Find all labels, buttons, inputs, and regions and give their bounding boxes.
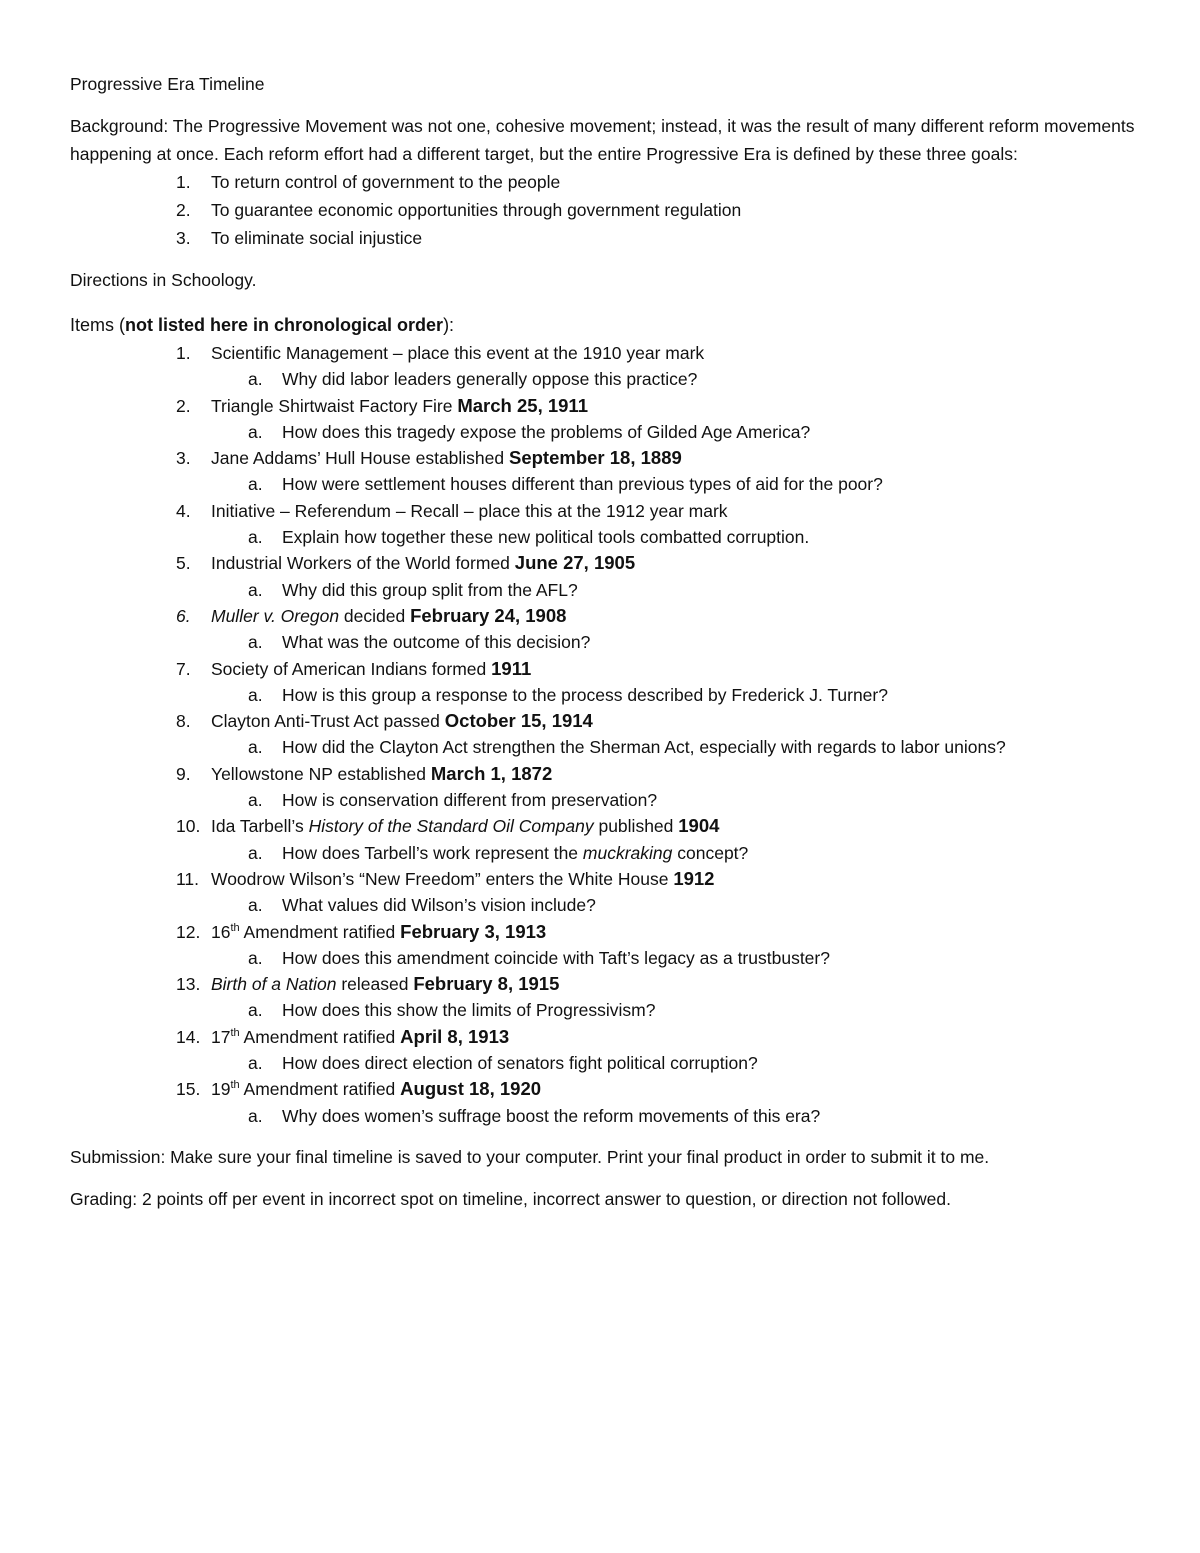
- question-letter: a.: [248, 527, 263, 548]
- item-text: decided: [339, 605, 411, 626]
- ordinal-suffix: th: [230, 1079, 240, 1092]
- item-date: 1912: [673, 867, 715, 889]
- item-question: [70, 1103, 1140, 1129]
- item-question: [70, 787, 1140, 813]
- question-letter: a.: [248, 1053, 263, 1074]
- question-text: What values did Wilson’s vision include?: [282, 895, 596, 916]
- item-number: 9.: [176, 763, 191, 784]
- goal-text: To return control of government to the people: [211, 172, 561, 192]
- question-text: How does this show the limits of Progressivism?: [282, 1000, 656, 1021]
- item-date: February 24, 1908: [410, 604, 567, 626]
- item-number: 11.: [176, 868, 200, 889]
- item-date: April 8, 1913: [400, 1025, 510, 1047]
- question-letter: a.: [248, 369, 263, 390]
- goal-number: 3.: [176, 228, 191, 248]
- item-question: [70, 366, 1140, 392]
- item-number: 7.: [176, 658, 191, 679]
- item-question: [70, 945, 1140, 971]
- items-heading-suffix: ):: [443, 315, 455, 335]
- list-item: [70, 393, 1140, 419]
- item-number: 14.: [176, 1026, 201, 1047]
- item-text: 17: [211, 1026, 231, 1047]
- items-heading-prefix: Items (: [70, 315, 126, 335]
- item-date: 1911: [491, 657, 532, 679]
- item-text: released: [336, 974, 414, 995]
- item-question: [70, 997, 1140, 1023]
- list-item: [70, 813, 1140, 839]
- question-text: How does this tragedy expose the problems of Gilded Age America?: [282, 421, 811, 442]
- directions-text: Directions in Schoology.: [70, 270, 257, 290]
- goal-number: 2.: [176, 200, 191, 220]
- question-letter: a.: [248, 1105, 263, 1126]
- question-letter: a.: [248, 737, 263, 758]
- item-text: Society of American Indians formed: [211, 658, 492, 679]
- goal-item: [70, 196, 1140, 224]
- item-date: September 18, 1889: [509, 447, 682, 469]
- ordinal-suffix: th: [230, 1026, 240, 1039]
- item-date: June 27, 1905: [514, 552, 636, 574]
- item-text: Scientific Management – place this event at the 1910 year mark: [211, 343, 705, 363]
- item-title-italic: Birth of a Nation: [211, 974, 337, 995]
- item-number: 3.: [176, 448, 191, 469]
- question-letter: a.: [248, 421, 263, 442]
- list-item: [70, 708, 1140, 734]
- item-number: 1.: [176, 343, 191, 363]
- grading-text: Grading: 2 points off per event in incorrect spot on timeline, incorrect answer to question, or direction not followed.: [70, 1188, 951, 1209]
- question-text: Why did labor leaders generally oppose this practice?: [282, 369, 698, 390]
- list-item: [70, 866, 1140, 892]
- item-question: [70, 734, 1140, 760]
- list-item: [70, 1024, 1140, 1050]
- question-text: How is conservation different from preservation?: [282, 790, 658, 811]
- item-text: Amendment ratified: [239, 1026, 401, 1047]
- question-letter: a.: [248, 579, 263, 600]
- list-item: [70, 340, 1140, 366]
- question-text: How were settlement houses different than previous types of aid for the poor?: [282, 474, 883, 495]
- question-text: Explain how together these new political tools combatted corruption.: [282, 527, 810, 548]
- question-letter: a.: [248, 684, 263, 705]
- background-paragraph: Background: The Progressive Movement was not one, cohesive movement; instead, it was the result of many different reform movements happening at once. Each reform effort had a different target, but the entire Progressive Era is defined by these three goals:: [70, 116, 1135, 164]
- item-number: 5.: [176, 553, 191, 574]
- goal-item: [70, 224, 1140, 252]
- item-number: 6.: [176, 605, 191, 626]
- item-question: [70, 682, 1140, 708]
- item-date: March 25, 1911: [457, 394, 588, 416]
- question-italic: muckraking: [582, 842, 673, 863]
- item-question: [70, 471, 1140, 497]
- list-item: [70, 1076, 1140, 1102]
- list-item: [70, 550, 1140, 576]
- items-heading-bold: not listed here in chronological order: [125, 315, 444, 335]
- question-letter: a.: [248, 947, 263, 968]
- item-question: [70, 524, 1140, 550]
- item-text: Clayton Anti-Trust Act passed: [211, 711, 445, 732]
- list-item: [70, 603, 1140, 629]
- item-text: Triangle Shirtwaist Factory Fire: [211, 395, 458, 416]
- list-item: [70, 919, 1140, 945]
- item-number: 15.: [176, 1079, 201, 1100]
- question-letter: a.: [248, 1000, 263, 1021]
- list-item: [70, 971, 1140, 997]
- item-question: [70, 629, 1140, 655]
- item-text: Woodrow Wilson’s “New Freedom” enters the White House: [211, 868, 674, 889]
- item-number: 8.: [176, 711, 191, 732]
- item-number: 13.: [176, 974, 201, 995]
- question-text: How does this amendment coincide with Taft’s legacy as a trustbuster?: [282, 947, 830, 968]
- item-question: [70, 840, 1140, 866]
- item-number: 10.: [176, 816, 201, 837]
- question-text: What was the outcome of this decision?: [282, 632, 591, 653]
- item-date: February 3, 1913: [400, 920, 547, 942]
- question-text: concept?: [672, 842, 749, 863]
- submission-text: Submission: Make sure your final timeline is saved to your computer. Print your final product in order to submit it to me.: [70, 1146, 990, 1167]
- goal-text: To eliminate social injustice: [211, 228, 423, 248]
- item-number: 12.: [176, 921, 201, 942]
- item-title-italic: Muller v. Oregon: [211, 605, 340, 626]
- item-question: [70, 1050, 1140, 1076]
- goal-number: 1.: [176, 172, 191, 192]
- ordinal-suffix: th: [230, 921, 240, 934]
- item-date: 1904: [678, 815, 720, 837]
- question-text: How is this group a response to the process described by Frederick J. Turner?: [282, 684, 888, 705]
- goal-text: To guarantee economic opportunities through government regulation: [211, 200, 742, 220]
- item-question: [70, 892, 1140, 918]
- items-list: [70, 340, 1140, 1129]
- item-text: Initiative – Referendum – Recall – place this at the 1912 year mark: [211, 500, 728, 521]
- item-question: [70, 419, 1140, 445]
- item-number: 2.: [176, 395, 191, 416]
- question-letter: a.: [248, 632, 263, 653]
- item-text: Amendment ratified: [239, 921, 401, 942]
- list-item: [70, 656, 1140, 682]
- item-date: March 1, 1872: [430, 762, 553, 784]
- question-letter: a.: [248, 842, 263, 863]
- item-text: Jane Addams’ Hull House established: [211, 448, 509, 469]
- goal-item: [70, 168, 1140, 196]
- question-text: How does Tarbell’s work represent the: [282, 842, 583, 863]
- item-date: October 15, 1914: [444, 710, 593, 732]
- question-letter: a.: [248, 790, 263, 811]
- page-title: Progressive Era Timeline: [70, 74, 265, 94]
- item-text: Yellowstone NP established: [211, 763, 431, 784]
- document-page: [70, 70, 1140, 1213]
- item-text: Ida Tarbell’s: [211, 816, 309, 837]
- item-text: 16: [211, 921, 231, 942]
- question-text: How did the Clayton Act strengthen the Sherman Act, especially with regards to labor unions?: [282, 737, 1006, 758]
- list-item: [70, 761, 1140, 787]
- question-text: Why does women’s suffrage boost the reform movements of this era?: [282, 1105, 821, 1126]
- question-letter: a.: [248, 474, 263, 495]
- list-item: [70, 445, 1140, 471]
- item-date: August 18, 1920: [400, 1078, 542, 1100]
- items-heading: [70, 310, 1140, 340]
- item-text: published: [593, 816, 679, 837]
- item-number: 4.: [176, 500, 191, 521]
- question-text: How does direct election of senators fight political corruption?: [282, 1053, 758, 1074]
- item-date: February 8, 1915: [413, 973, 560, 995]
- item-text: Amendment ratified: [239, 1079, 401, 1100]
- item-question: [70, 577, 1140, 603]
- question-letter: a.: [248, 895, 263, 916]
- question-text: Why did this group split from the AFL?: [282, 579, 578, 600]
- item-title-italic: History of the Standard Oil Company: [308, 816, 594, 837]
- item-text: Industrial Workers of the World formed: [211, 553, 515, 574]
- item-text: 19: [211, 1079, 231, 1100]
- list-item: [70, 498, 1140, 524]
- goals-list: [70, 168, 1140, 252]
